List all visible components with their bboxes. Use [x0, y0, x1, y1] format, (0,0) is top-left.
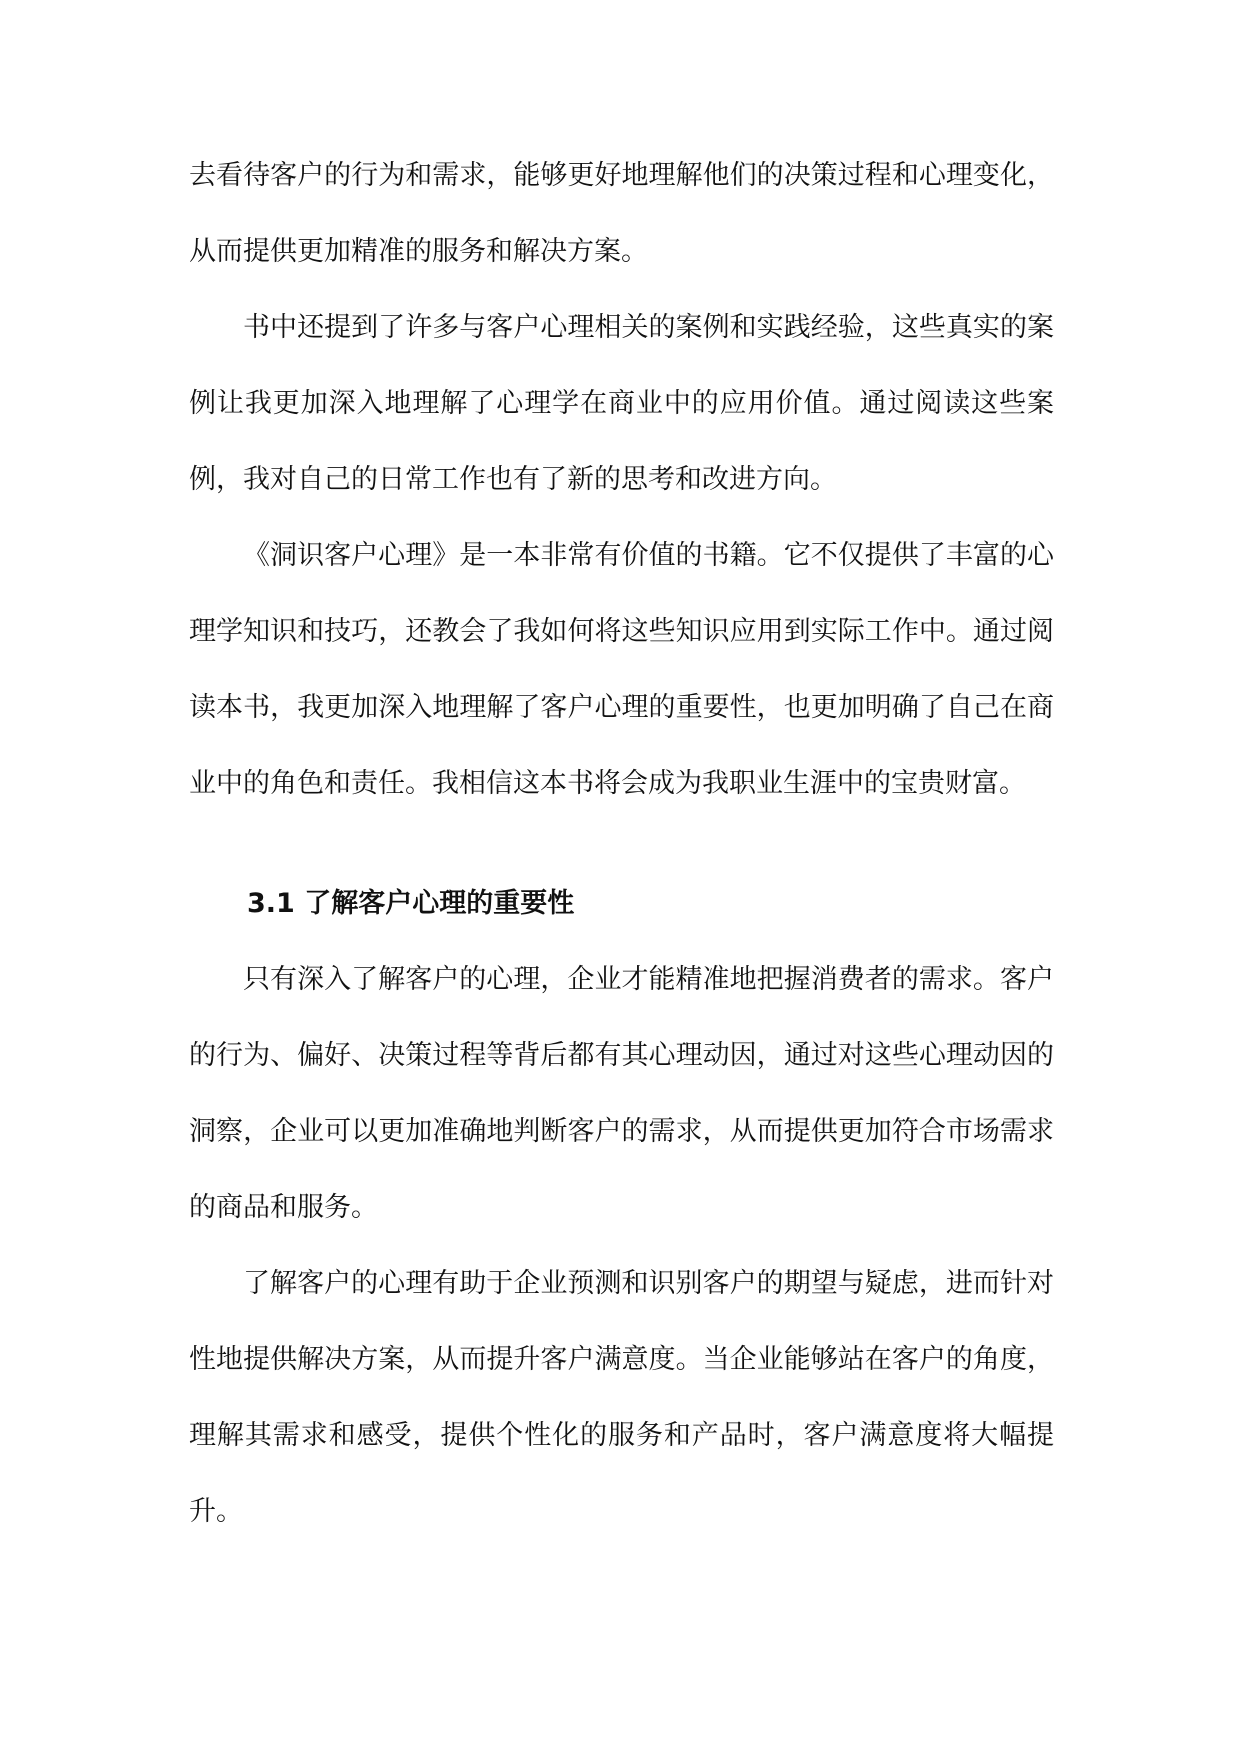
- section-heading: 3.1 了解客户心理的重要性: [247, 888, 575, 919]
- paragraph-customer-satisfaction: 了解客户的心理有助于企业预测和识别客户的期望与疑虑，进而针对性地提供解决方案，从而提升客户满意度。当企业能够站在客户的角度，理解其需求和感受，提供个性化的服务和产品时，客户满意度将大幅提升。: [189, 1268, 1054, 1527]
- document-body: [189, 138, 1054, 1550]
- paragraph-continuation: 去看待客户的行为和需求，能够更好地理解他们的决策过程和心理变化，从而提供更加精准的服务和解决方案。: [189, 160, 1054, 267]
- paragraph-case-studies: 书中还提到了许多与客户心理相关的案例和实践经验，这些真实的案例让我更加深入地理解了心理学在商业中的应用价值。通过阅读这些案例，我对自己的日常工作也有了新的思考和改进方向。: [189, 312, 1054, 495]
- paragraph-book-summary: 《洞识客户心理》是一本非常有价值的书籍。它不仅提供了丰富的心理学知识和技巧，还教会了我如何将这些知识应用到实际工作中。通过阅读本书，我更加深入地理解了客户心理的重要性，也更加明确了自己在商业中的角色和责任。我相信这本书将会成为我职业生涯中的宝贵财富。: [189, 540, 1054, 799]
- paragraph-customer-needs: 只有深入了解客户的心理，企业才能精准地把握消费者的需求。客户的行为、偏好、决策过程等背后都有其心理动因，通过对这些心理动因的洞察，企业可以更加准确地判断客户的需求，从而提供更加符合市场需求的商品和服务。: [189, 964, 1054, 1223]
